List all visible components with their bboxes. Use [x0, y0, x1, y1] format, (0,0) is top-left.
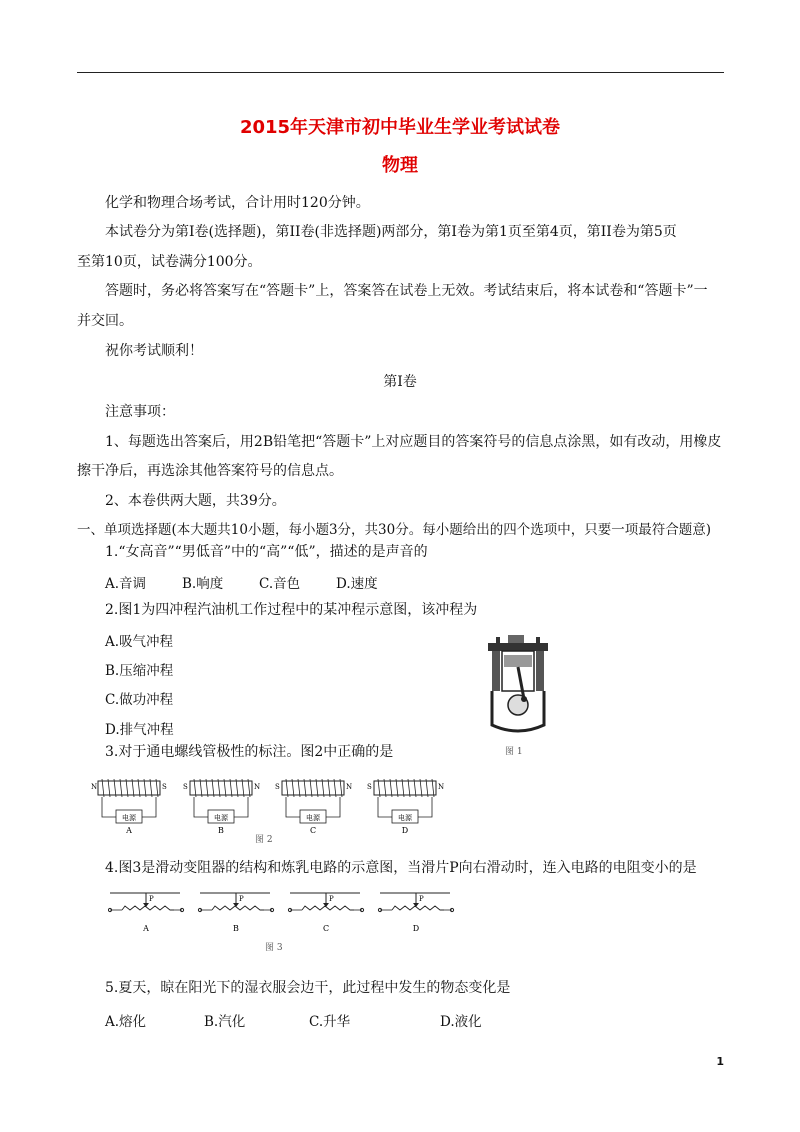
panel-label: A [126, 826, 132, 835]
option: B.压缩冲程 [105, 663, 174, 679]
pole-label: N [438, 783, 445, 791]
coil-turn [378, 779, 380, 797]
coil-turn [230, 779, 232, 797]
coil-turn [292, 779, 294, 797]
coil-turn [432, 779, 434, 797]
coil-turn [102, 779, 104, 797]
coil-turn [426, 779, 428, 797]
coil-turn [200, 779, 202, 797]
question-stem: 4.图3是滑动变阻器的结构和炼乳电路的示意图，当滑片P向右滑动时，连入电路的电阻变小的是 [105, 860, 697, 876]
header-rule [77, 72, 724, 73]
option: C.做功冲程 [105, 692, 174, 708]
coil-turn [384, 779, 386, 797]
solenoid-figure [85, 775, 445, 835]
exam-title: 2015年天津市初中毕业生学业考试试卷 [239, 117, 561, 138]
pole-label: N [346, 783, 353, 791]
pole-label: S [367, 783, 372, 791]
coil-turn [310, 779, 312, 797]
option: B.响度 [182, 576, 224, 592]
intro-line: 并交回。 [77, 313, 133, 329]
resistance-wire [122, 906, 174, 910]
option: D.排气冲程 [105, 722, 174, 738]
pole-label: S [183, 783, 188, 791]
figure-caption: 图 2 [255, 835, 273, 845]
section-heading: 一、单项选择题(本大题共10小题，每小题3分，共30分。每小题给出的四个选项中，只要一项最符合题意) [77, 522, 711, 538]
subject-title: 物理 [382, 155, 418, 176]
question-stem: 5.夏天，晾在阳光下的湿衣服会边干，此过程中发生的物态变化是 [105, 980, 511, 996]
coil-turn [120, 779, 122, 797]
engine-diagram [478, 633, 558, 738]
option: C.音色 [259, 576, 301, 592]
option: A.音调 [105, 576, 147, 592]
resistance-wire [392, 906, 444, 910]
coil-turn [156, 779, 158, 797]
power-label: 电源 [122, 814, 136, 822]
coil-turn [298, 779, 300, 797]
coil-turn [218, 779, 220, 797]
option: B.汽化 [204, 1014, 246, 1030]
coil-turn [322, 779, 324, 797]
slider-label: P [149, 895, 154, 903]
figure-caption: 图 3 [265, 943, 283, 953]
coil-turn [408, 779, 410, 797]
intro-line: 至第10页，试卷满分100分。 [77, 254, 262, 270]
panel-label: B [218, 826, 224, 835]
coil-turn [304, 779, 306, 797]
coil-turn [194, 779, 196, 797]
note-line: 1、每题选出答案后，用2B铅笔把“答题卡”上对应题目的答案符号的信息点涂黑，如有改动，用橡皮 [105, 434, 722, 450]
power-label: 电源 [306, 814, 320, 822]
slider-label: P [419, 895, 424, 903]
option: D.速度 [336, 576, 378, 592]
panel-label: D [412, 924, 420, 933]
pole-label: S [162, 783, 167, 791]
intro-line: 化学和物理合场考试，合计用时120分钟。 [105, 195, 370, 211]
panel-label: C [322, 924, 330, 933]
option: A.熔化 [105, 1014, 147, 1030]
option: A.吸气冲程 [105, 634, 174, 650]
coil-turn [114, 779, 116, 797]
rheostat-figure [108, 885, 468, 935]
coil-turn [248, 779, 250, 797]
note-line: 2、本卷供两大题，共39分。 [105, 493, 286, 509]
question-stem: 2.图1为四冲程汽油机工作过程中的某冲程示意图，该冲程为 [105, 602, 478, 618]
notes-title: 注意事项： [105, 404, 175, 420]
power-label: 电源 [398, 814, 412, 822]
resistance-wire [302, 906, 354, 910]
coil-turn [414, 779, 416, 797]
coil-turn [328, 779, 330, 797]
coil-turn [206, 779, 208, 797]
coil-turn [126, 779, 128, 797]
pole-label: N [91, 783, 98, 791]
coil-turn [340, 779, 342, 797]
intro-line: 祝你考试顺利！ [105, 343, 203, 359]
coil-turn [138, 779, 140, 797]
figure-caption: 图 1 [505, 747, 523, 757]
coil-turn [108, 779, 110, 797]
coil-turn [396, 779, 398, 797]
coil-turn [334, 779, 336, 797]
panel-label: C [309, 826, 317, 835]
slider-label: P [239, 895, 244, 903]
panel-label: A [143, 924, 149, 933]
panel-label: B [233, 924, 239, 933]
resistance-wire [212, 906, 264, 910]
coil-turn [212, 779, 214, 797]
option: D.液化 [440, 1014, 482, 1030]
part-heading: 第Ⅰ卷 [383, 374, 417, 390]
question-stem: 3.对于通电螺线管极性的标注。图2中正确的是 [105, 744, 394, 760]
intro-line: 答题时，务必将答案写在“答题卡”上，答案答在试卷上无效。考试结束后，将本试卷和“答题卡”一 [105, 283, 708, 299]
coil-turn [242, 779, 244, 797]
coil-turn [132, 779, 134, 797]
note-line: 擦干净后，再选涂其他答案符号的信息点。 [77, 463, 343, 479]
page-number: 1 [716, 1055, 724, 1068]
pole-label: S [275, 783, 280, 791]
pole-label: N [254, 783, 261, 791]
power-label: 电源 [214, 814, 228, 822]
panel-label: D [401, 826, 409, 835]
question-stem: 1.“女高音”“男低音”中的“高”“低”，描述的是声音的 [105, 544, 428, 560]
coil-turn [286, 779, 288, 797]
coil-turn [420, 779, 422, 797]
coil-turn [150, 779, 152, 797]
coil-turn [316, 779, 318, 797]
slider-label: P [329, 895, 334, 903]
coil-turn [402, 779, 404, 797]
coil-turn [236, 779, 238, 797]
coil-turn [224, 779, 226, 797]
coil-turn [390, 779, 392, 797]
option: C.升华 [309, 1014, 351, 1030]
intro-line: 本试卷分为第Ⅰ卷(选择题)，第II卷(非选择题)两部分，第Ⅰ卷为第1页至第4页，第II卷为第5页 [105, 224, 677, 240]
coil-turn [144, 779, 146, 797]
